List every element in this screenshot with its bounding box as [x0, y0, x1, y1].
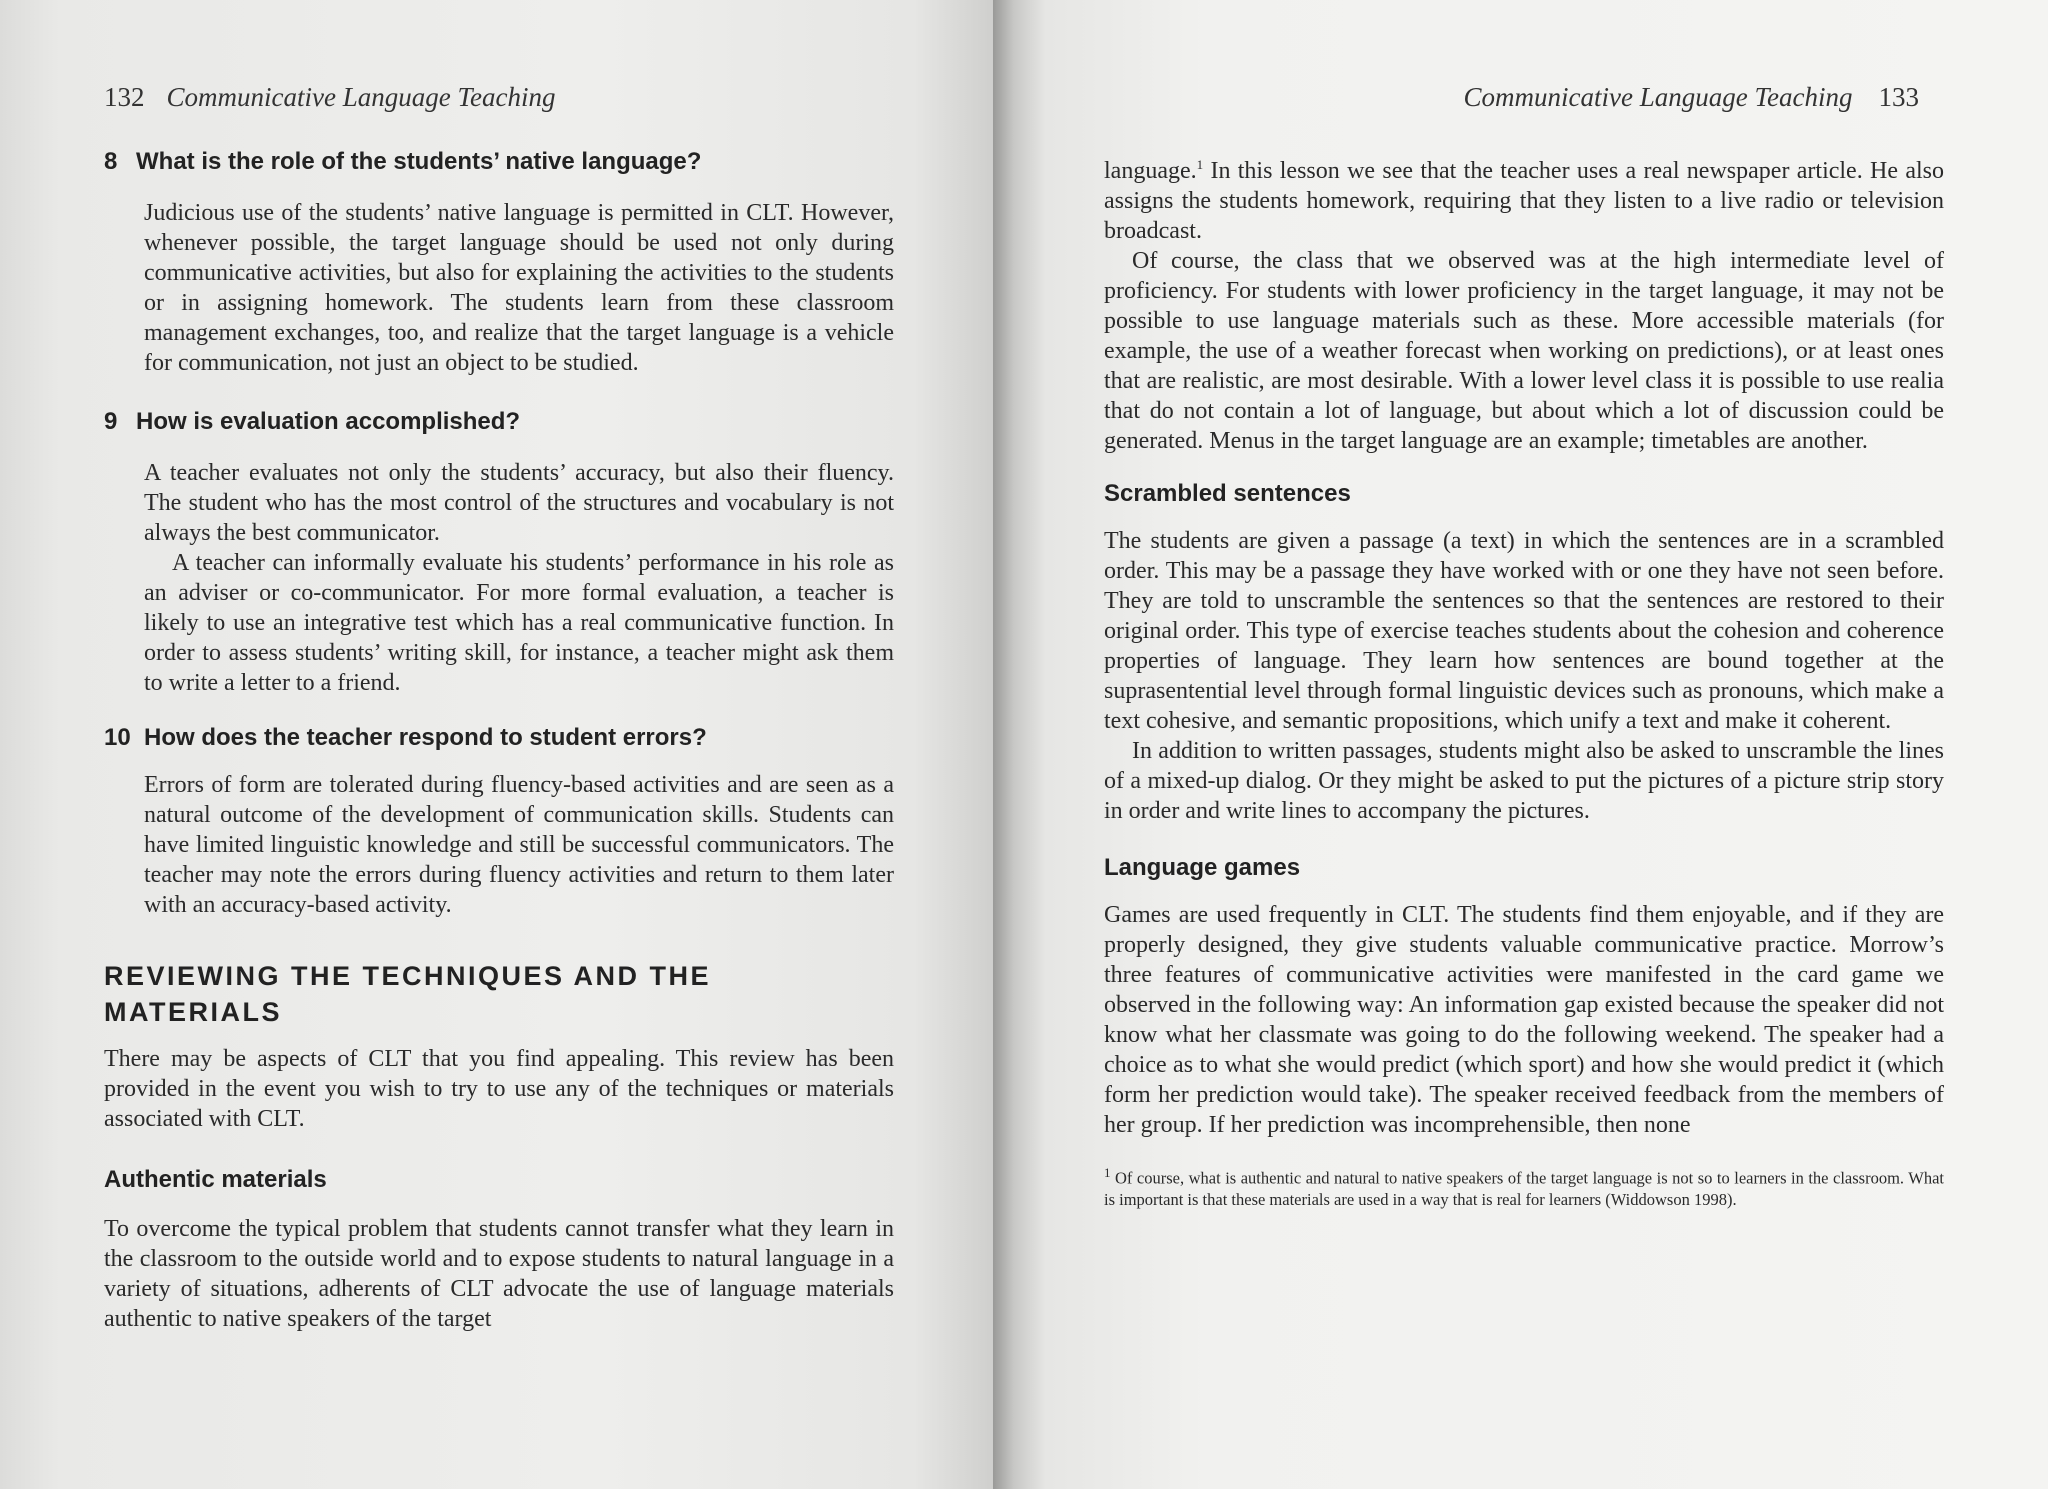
language-games-heading: Language games: [1104, 854, 1301, 881]
question-10-number: 10: [104, 724, 131, 751]
footnote: [1104, 1162, 1944, 1210]
authentic-materials-text: To overcome the typical problem that students cannot transfer what they learn in the classroom to the outside world and to expose students to natural language in a variety of situations, adherents of CLT advocate the use of language materials authentic to native speakers of the target: [104, 1216, 894, 1332]
right-running-title: Communicative Language Teaching: [1463, 82, 1853, 112]
footnote-text: Of course, what is authentic and natural to native speakers of the target language is not so to learners in the classroom. What is important is that these materials are used in a way that is real for learners (Widdowson 1998).: [1104, 1168, 1944, 1209]
left-running-title: Communicative Language Teaching: [166, 82, 556, 112]
question-8-answer: Judicious use of the students’ native language is permitted in CLT. However, whenever possible, the target language should be used not only during communicative activities, but also for explaining the activities to the students or in assigning homework. The students learn from these classroom management exchanges, too, and realize that the target language is a vehicle for communication, not just an object to be studied.: [144, 200, 894, 376]
footnote-reference: 1: [1196, 157, 1204, 172]
question-9-heading: [104, 406, 894, 438]
question-10-heading: [104, 722, 894, 754]
question-9-number: 9: [104, 408, 118, 435]
language-games-paragraph: Games are used frequently in CLT. The students find them enjoyable, and if they are properly designed, they give students valuable communicative practice. Morrow’s three features of communicative activities were manifested in the card game we observed in the following way: An information gap existed because the speaker did not know what her classmate was going to do the following weekend. The speaker had a choice as to what she would predict (which sport) and how she would predict it (which form her prediction would take). The speaker received feedback from the members of her group. If her prediction was incomprehensible, then none: [1104, 902, 1944, 1138]
scrambled-paragraph-1: The students are given a passage (a text) in which the sentences are in a scrambled order. This may be a passage they have worked with or one they have not seen before. They are told to unscramble the sentences so that the sentences are restored to their original order. This type of exercise teaches students about the cohesion and coherence properties of language. They learn how sentences are bound together at the suprasentential level through formal linguistic devices such as pronouns, which make a text cohesive, and semantic propositions, which unify a text and make it coherent.: [1104, 528, 1944, 734]
question-9-text: How is evaluation accomplished?: [136, 408, 521, 435]
scrambled-paragraph-2: In addition to written passages, students might also be asked to unscramble the lines of a mixed-up dialog. Or they might be asked to put the pictures of a picture strip story in order and write lines to accompany the pictures.: [1104, 738, 1944, 824]
continued-p1-rest: In this lesson we see that the teacher uses a real newspaper article. He also assigns the students homework, requiring that they listen to a live radio or television broadcast.: [1104, 158, 1944, 244]
authentic-materials-heading: Authentic materials: [104, 1166, 327, 1193]
question-10-text: How does the teacher respond to student errors?: [144, 724, 707, 751]
footnote-marker: 1: [1104, 1165, 1111, 1180]
section-heading: REVIEWING THE TECHNIQUES AND THE MATERIALS: [104, 961, 712, 1027]
left-page-number: 132: [104, 82, 145, 112]
left-column: [104, 146, 894, 1334]
continued-paragraph-2: Of course, the class that we observed was at the high intermediate level of proficiency. For students with lower proficiency in the target language, it may not be possible to use language materials such as these. More accessible materials (for example, the use of a weather forecast when working on predictions), or at least ones that are realistic, are most desirable. With a lower level class it is possible to use realia that do not contain a lot of language, but about which a lot of discussion could be generated. Menus in the target language are an example; timetables are another.: [1104, 248, 1944, 454]
left-running-head: [104, 82, 555, 113]
question-9-answer-p1: A teacher evaluates not only the students’ accuracy, but also their fluency. The student who has the most control of the structures and vocabulary is not always the best communicator.: [144, 460, 894, 546]
question-10-answer: Errors of form are tolerated during fluency-based activities and are seen as a natural outcome of the development of communication skills. Students can have limited linguistic knowledge and still be successful communicators. The teacher may note the errors during fluency activities and return to them later with an accuracy-based activity.: [144, 772, 894, 918]
left-page: [0, 0, 993, 1489]
right-page: [993, 0, 2048, 1489]
right-column: [1104, 150, 1944, 1210]
question-8-text: What is the role of the students’ native language?: [136, 148, 702, 175]
continued-p1-start: language.: [1104, 158, 1197, 184]
right-running-head: [1464, 82, 1919, 113]
scrambled-sentences-heading: Scrambled sentences: [1104, 480, 1351, 507]
question-9-answer-p2: A teacher can informally evaluate his students’ performance in his role as an adviser or co-communicator. For more formal evaluation, a teacher is likely to use an integrative test which has a real communicative function. In order to assess students’ writing skill, for instance, a teacher might ask them to write a letter to a friend.: [144, 550, 894, 696]
question-8-number: 8: [104, 148, 118, 175]
continued-paragraph-1: [1104, 150, 1944, 246]
question-8-heading: [104, 146, 894, 178]
section-intro: There may be aspects of CLT that you find appealing. This review has been provided in the event you wish to try to use any of the techniques or materials associated with CLT.: [104, 1046, 894, 1132]
right-page-number: 133: [1878, 82, 1919, 112]
